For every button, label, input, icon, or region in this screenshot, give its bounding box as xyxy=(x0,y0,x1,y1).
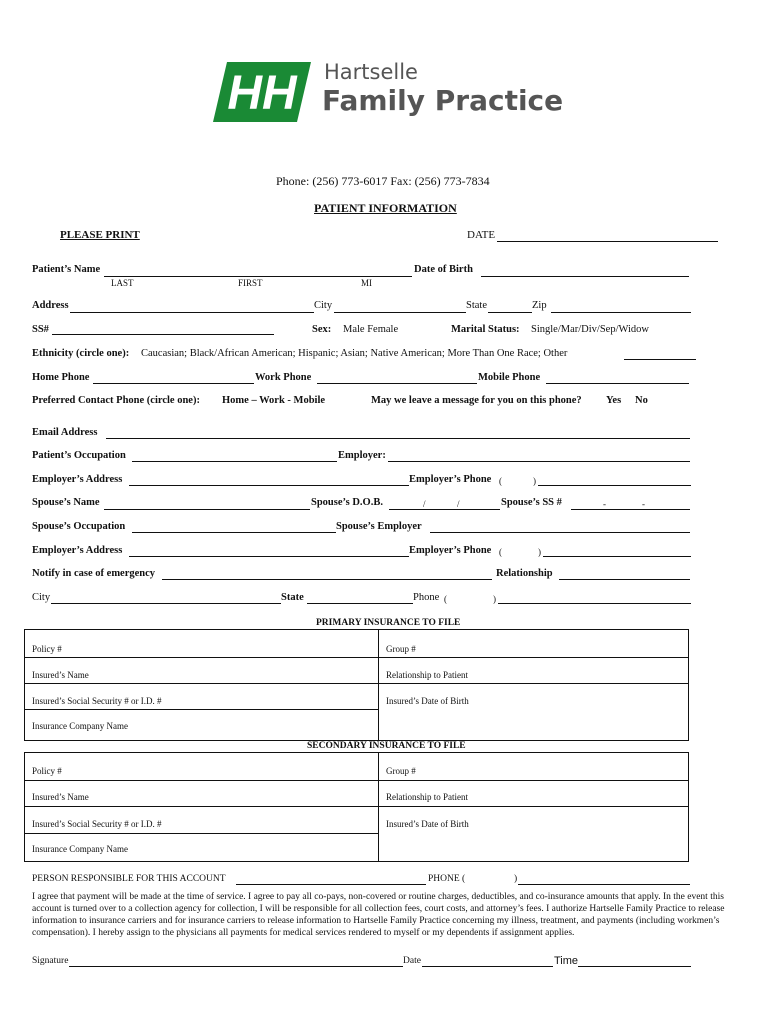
spouse-occupation-field[interactable] xyxy=(132,532,336,533)
employer-phone2-paren-close: ) xyxy=(538,547,541,557)
signature-field[interactable] xyxy=(69,966,403,967)
agreement-text: I agree that payment will be made at the time of service. I agree to pay all co-pays, non-covered or routine charges, deductibles, and co-insurance amounts that apply. In the event this account is turned over to a collection agency for collection, I will be responsible for all collection fees, court costs, and attorney’s fees. I authorize Hartselle Family Practice to release information to insurance carriers and for insurance carriers to release information to Hartselle Family Practice concerning my illness, treatment, and payments (including workmen’s compensation). I hereby assign to the physicians all payments for medical services rendered to myself or my dependents if assignment applies. xyxy=(32,892,725,938)
responsible-phone-field[interactable] xyxy=(518,884,690,885)
date-label: DATE xyxy=(467,229,496,241)
sex-label: Sex: xyxy=(312,324,332,335)
home-phone-field[interactable] xyxy=(93,383,254,384)
home-phone-label: Home Phone xyxy=(32,372,90,383)
address-label: Address xyxy=(32,300,69,311)
primary-policy-cell[interactable]: Policy # xyxy=(32,644,62,654)
logo-mark xyxy=(213,60,313,124)
ethnicity-options[interactable]: Caucasian; Black/African American; Hispanic; Asian; Native American; More Than One Race; Other xyxy=(141,348,568,359)
spouse-name-label: Spouse’s Name xyxy=(32,497,100,508)
primary-insurance-title: PRIMARY INSURANCE TO FILE xyxy=(316,618,461,628)
primary-insured-name-cell[interactable]: Insured’s Name xyxy=(32,670,89,680)
marital-label: Marital Status: xyxy=(451,324,520,335)
zip-field[interactable] xyxy=(551,312,691,313)
occupation-label: Patient’s Occupation xyxy=(32,450,126,461)
employer-phone2-paren-open: ( xyxy=(499,547,502,557)
form-title: PATIENT INFORMATION xyxy=(314,201,457,215)
employer-address2-label: Employer’s Address xyxy=(32,545,123,556)
occupation-field[interactable] xyxy=(132,461,337,462)
primary-relationship-cell[interactable]: Relationship to Patient xyxy=(386,670,468,680)
brand-line2: Family Practice xyxy=(322,84,564,117)
mobile-phone-label: Mobile Phone xyxy=(478,372,541,383)
signature-date-label: Date xyxy=(403,956,421,966)
ssn-field[interactable] xyxy=(52,334,274,335)
ethnicity-label: Ethnicity (circle one): xyxy=(32,348,130,359)
emergency-phone-paren-open: ( xyxy=(444,594,447,604)
work-phone-label: Work Phone xyxy=(255,372,312,383)
employer-address-field[interactable] xyxy=(129,485,409,486)
spouse-ssn-sep1: - xyxy=(603,499,606,509)
marital-options[interactable]: Single/Mar/Div/Sep/Widow xyxy=(531,324,649,335)
employer-field[interactable] xyxy=(388,461,690,462)
city-field[interactable] xyxy=(334,312,466,313)
signature-time-label: Time xyxy=(554,955,579,967)
dob-field[interactable] xyxy=(481,276,689,277)
employer-label: Employer: xyxy=(338,450,386,461)
emergency-field[interactable] xyxy=(162,579,492,580)
patient-name-label: Patient’s Name xyxy=(32,264,101,275)
sex-options[interactable]: Male Female xyxy=(343,324,399,335)
secondary-policy-cell[interactable]: Policy # xyxy=(32,766,62,776)
spouse-name-field[interactable] xyxy=(104,509,310,510)
secondary-insured-name-cell[interactable]: Insured’s Name xyxy=(32,792,89,802)
brand-line1: Hartselle xyxy=(324,60,418,84)
responsible-field[interactable] xyxy=(236,884,426,885)
email-field[interactable] xyxy=(106,438,690,439)
responsible-phone-label: PHONE ( xyxy=(428,874,466,884)
secondary-insured-dob-cell[interactable]: Insured’s Date of Birth xyxy=(386,819,469,829)
work-phone-field[interactable] xyxy=(317,383,477,384)
email-label: Email Address xyxy=(32,427,98,438)
secondary-insured-ssn-cell[interactable]: Insured’s Social Security # or I.D. # xyxy=(32,819,162,829)
employer-phone-paren-close: ) xyxy=(533,476,536,486)
spouse-employer-label: Spouse’s Employer xyxy=(336,521,422,532)
emergency-city-field[interactable] xyxy=(51,603,281,604)
responsible-label: PERSON RESPONSIBLE FOR THIS ACCOUNT xyxy=(32,874,226,884)
emergency-state-label: State xyxy=(281,592,304,603)
employer-phone-paren-open: ( xyxy=(499,476,502,486)
spouse-dob-field[interactable] xyxy=(389,509,500,510)
ssn-label: SS# xyxy=(32,324,49,335)
message-no[interactable]: No xyxy=(635,395,648,406)
emergency-state-field[interactable] xyxy=(307,603,413,604)
patient-name-field[interactable] xyxy=(104,276,412,277)
svg-text:HH: HH xyxy=(227,67,297,120)
spouse-ssn-sep2: - xyxy=(642,499,645,509)
responsible-phone-paren-close: ) xyxy=(514,874,518,884)
employer-phone-label: Employer’s Phone xyxy=(409,474,492,485)
state-label: State xyxy=(466,300,487,311)
city-label: City xyxy=(314,300,333,311)
signature-time-field[interactable] xyxy=(578,966,691,967)
ethnicity-other-field[interactable] xyxy=(624,359,696,360)
date-field[interactable] xyxy=(497,241,718,242)
spouse-employer-field[interactable] xyxy=(430,532,690,533)
emergency-city-label: City xyxy=(32,592,51,603)
employer-address-label: Employer’s Address xyxy=(32,474,123,485)
emergency-phone-field[interactable] xyxy=(498,603,691,604)
sub-first: FIRST xyxy=(238,278,263,288)
message-yes[interactable]: Yes xyxy=(606,395,622,406)
mobile-phone-field[interactable] xyxy=(546,383,689,384)
emergency-label: Notify in case of emergency xyxy=(32,568,156,579)
secondary-insurance-table xyxy=(24,752,689,862)
state-field[interactable] xyxy=(488,312,532,313)
phone-fax: Phone: (256) 773-6017 Fax: (256) 773-7834 xyxy=(276,174,490,188)
signature-date-field[interactable] xyxy=(422,966,553,967)
employer-phone2-label: Employer’s Phone xyxy=(409,545,492,556)
employer-address2-field[interactable] xyxy=(129,556,409,557)
primary-group-cell[interactable]: Group # xyxy=(386,644,416,654)
signature-label: Signature xyxy=(32,956,69,966)
spouse-ssn-label: Spouse’s SS # xyxy=(501,497,562,508)
relationship-label: Relationship xyxy=(496,568,553,579)
employer-phone2-field[interactable] xyxy=(543,556,691,557)
address-field[interactable] xyxy=(70,312,314,313)
primary-insured-ssn-cell[interactable]: Insured’s Social Security # or I.D. # xyxy=(32,696,162,706)
message-question: May we leave a message for you on this phone? xyxy=(371,395,582,406)
spouse-ssn-field[interactable] xyxy=(571,509,690,510)
preferred-label: Preferred Contact Phone (circle one): xyxy=(32,395,200,406)
secondary-insurance-title: SECONDARY INSURANCE TO FILE xyxy=(307,741,466,751)
emergency-phone-label: Phone xyxy=(413,592,440,603)
emergency-phone-paren-close: ) xyxy=(493,594,496,604)
please-print: PLEASE PRINT xyxy=(60,229,140,241)
secondary-company-cell[interactable]: Insurance Company Name xyxy=(32,844,128,854)
sub-last: LAST xyxy=(111,278,134,288)
preferred-options[interactable]: Home – Work - Mobile xyxy=(222,395,326,406)
primary-company-cell[interactable]: Insurance Company Name xyxy=(32,721,128,731)
spouse-dob-sep1: / xyxy=(423,499,426,509)
spouse-dob-label: Spouse’s D.O.B. xyxy=(311,497,383,508)
sub-mi: MI xyxy=(361,278,372,288)
spouse-occupation-label: Spouse’s Occupation xyxy=(32,521,126,532)
secondary-relationship-cell[interactable]: Relationship to Patient xyxy=(386,792,468,802)
secondary-group-cell[interactable]: Group # xyxy=(386,766,416,776)
spouse-dob-sep2: / xyxy=(457,499,460,509)
relationship-field[interactable] xyxy=(559,579,690,580)
primary-insured-dob-cell[interactable]: Insured’s Date of Birth xyxy=(386,696,469,706)
employer-phone-field[interactable] xyxy=(538,485,691,486)
primary-insurance-table xyxy=(24,629,689,741)
zip-label: Zip xyxy=(532,300,547,311)
dob-label: Date of Birth xyxy=(414,264,473,275)
